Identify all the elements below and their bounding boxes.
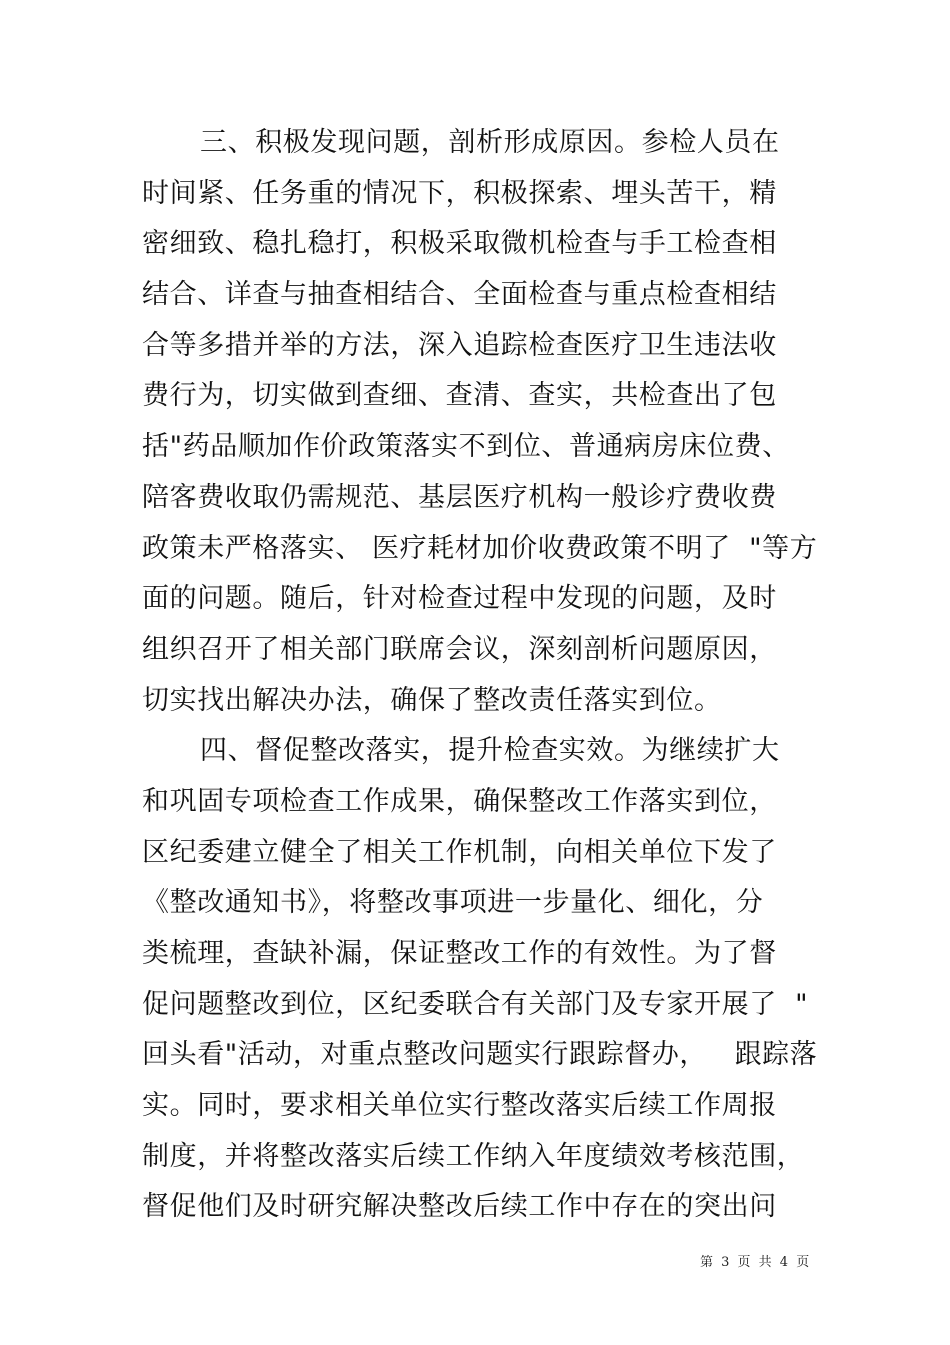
text-line: 实。同时，要求相关单位实行整改落实后续工作周报 — [142, 1090, 777, 1122]
text-line: 组织召开了相关部门联席会议，深刻剖析问题原因， — [142, 633, 777, 665]
text-line: 类梳理，查缺补漏，保证整改工作的有效性。为了督 — [142, 938, 777, 969]
text-line: 括"药品顺加作价政策落实不到位、普通病房床位费、 — [142, 431, 790, 463]
text-line: 《整改通知书》，将整改事项进一步量化、细化，分 — [142, 887, 764, 919]
text-line: 区纪委建立健全了相关工作机制，向相关单位下发了 — [142, 836, 777, 868]
paragraph-4-start: 四、督促整改落实，提升检查实效。为继续扩大 — [200, 735, 780, 767]
text-line: 回头看"活动，对重点整改问题实行跟踪督办， 跟踪落 — [142, 1039, 818, 1071]
text-line: 时间紧、任务重的情况下，积极探索、埋头苦干，精 — [142, 177, 777, 209]
text-line: 促问题整改到位，区纪委联合有关部门及专家开展了 " — [142, 988, 809, 1020]
text-line: 和巩固专项检查工作成果，确保整改工作落实到位， — [142, 785, 777, 817]
text-line: 切实找出解决办法，确保了整改责任落实到位。 — [142, 684, 722, 716]
paragraph-3-start: 三、积极发现问题，剖析形成原因。参检人员在 — [200, 127, 780, 158]
text-line: 费行为，切实做到查细、查清、查实，共检查出了包 — [142, 380, 777, 412]
text-line: 密细致、稳扎稳打，积极采取微机检查与手工检查相 — [142, 228, 777, 260]
text-line: 政策未严格落实、 医疗耗材加价收费政策不明了 "等方 — [142, 532, 818, 564]
text-line: 督促他们及时研究解决整改后续工作中存在的突出问 — [142, 1191, 777, 1223]
text-line: 陪客费收取仍需规范、基层医疗机构一般诊疗费收费 — [142, 481, 777, 513]
text-line: 结合、详查与抽查相结合、全面检查与重点检查相结 — [142, 279, 777, 311]
body-text — [142, 118, 822, 1233]
page-number: 第 3 页 共 4 页 — [700, 1255, 812, 1270]
text-line: 面的问题。随后，针对检查过程中发现的问题，及时 — [142, 583, 777, 615]
text-line: 合等多措并举的方法，深入追踪检查医疗卫生违法收 — [142, 329, 777, 361]
text-line: 制度，并将整改落实后续工作纳入年度绩效考核范围， — [142, 1140, 805, 1172]
